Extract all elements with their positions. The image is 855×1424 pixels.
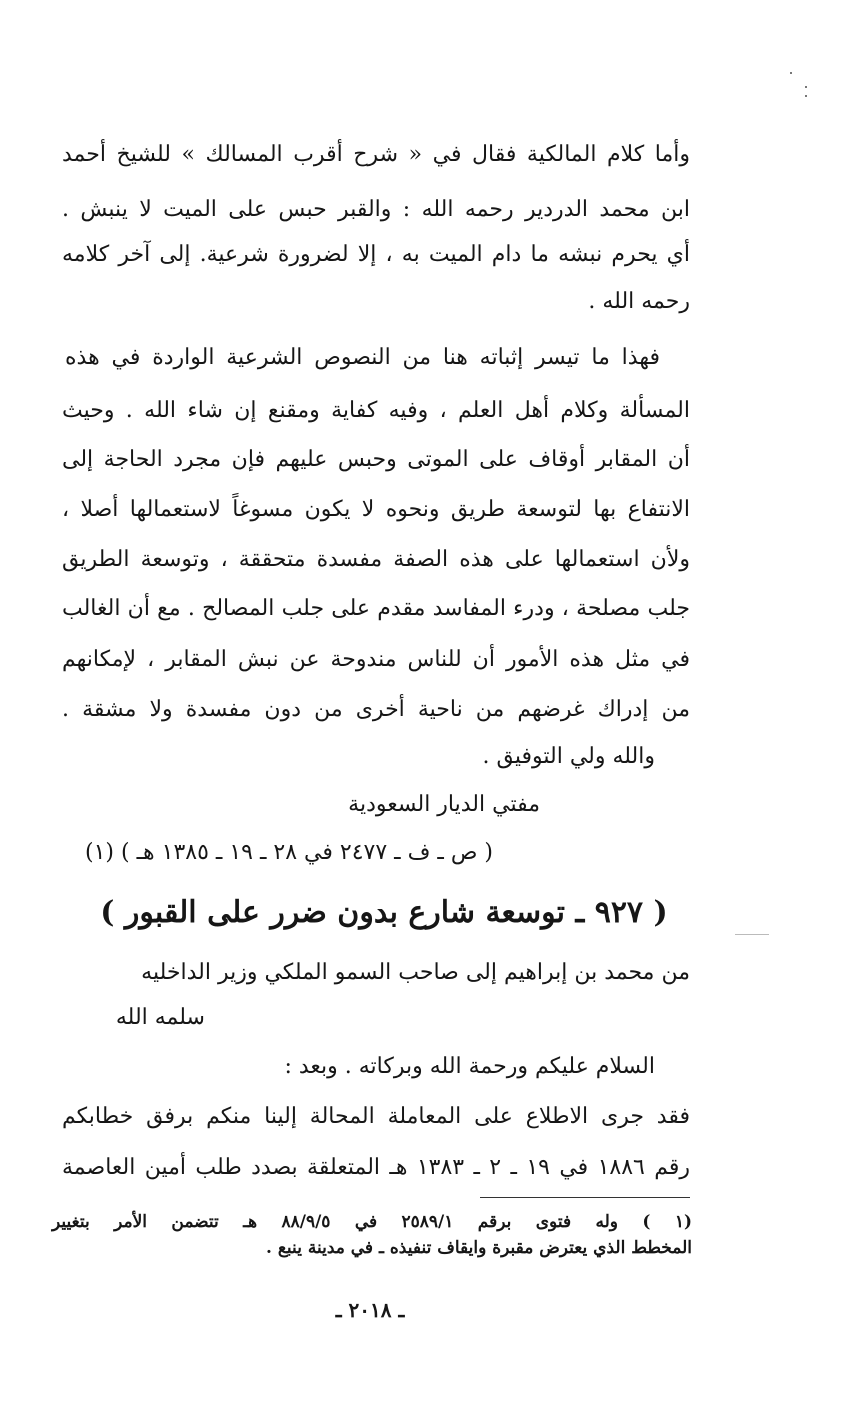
footnote-line: (١ ) وله فتوى برقم ٢٥٨٩/١ في ٨٨/٩/٥ هـ تتضمن الأمر بتغيير — [52, 1212, 692, 1232]
text-line: أي يحرم نبشه ما دام الميت به ، إلا لضرورة شرعية. إلى آخر كلامه — [62, 242, 690, 267]
text-line: ولأن استعمالها على هذه الصفة مفسدة متحققة ، وتوسعة الطريق — [62, 547, 690, 572]
text-line: المسألة وكلام أهل العلم ، وفيه كفاية ومقنع إن شاء الله . وحيث — [62, 398, 690, 423]
scan-speck — [805, 86, 807, 88]
greeting-line: السلام عليكم ورحمة الله وبركاته . وبعد : — [284, 1054, 655, 1079]
footnote-line: المخطط الذي يعترض مقبرة وايقاف تنفيذه ـ في مدينة ينبع . — [266, 1238, 692, 1258]
address-line: من محمد بن إبراهيم إلى صاحب السمو الملكي وزير الداخليه — [141, 960, 690, 985]
text-line: رحمه الله . — [588, 289, 690, 314]
text-line: فقد جرى الاطلاع على المعاملة المحالة إلينا منكم برفق خطابكم — [62, 1104, 690, 1129]
page-number: ـ ٢٠١٨ ـ — [335, 1298, 405, 1322]
text-line: من إدراك غرضهم من ناحية أخرى من دون مفسدة ولا مشقة . — [62, 697, 690, 722]
text-line: فهذا ما تيسر إثباته هنا من النصوص الشرعية الواردة في هذه — [65, 345, 660, 370]
footnote-rule — [480, 1197, 690, 1198]
fatwa-reference: ( ص ـ ف ـ ٢٤٧٧ في ٢٨ ـ ١٩ ـ ١٣٨٥ هـ ) (١) — [85, 840, 493, 865]
fatwa-heading: ( ٩٢٧ ـ توسعة شارع بدون ضرر على القبور ) — [100, 895, 668, 930]
text-line: أن المقابر أوقاف على الموتى وحبس عليهم فإن مجرد الحاجة إلى — [62, 447, 690, 472]
text-line: جلب مصلحة ، ودرء المفاسد مقدم على جلب المصالح . مع أن الغالب — [62, 596, 690, 621]
text-line: في مثل هذه الأمور أن للناس مندوحة عن نبش المقابر ، لإمكانهم — [62, 647, 690, 672]
text-line: الانتفاع بها لتوسعة طريق ونحوه لا يكون مسوغاً لاستعمالها أصلا ، — [62, 497, 690, 522]
signature-title: مفتي الديار السعودية — [348, 792, 540, 817]
scan-speck — [735, 934, 769, 935]
text-line: ابن محمد الدردير رحمه الله : والقبر حبس على الميت لا ينبش . — [62, 197, 690, 222]
text-line: رقم ١٨٨٦ في ١٩ ـ ٢ ـ ١٣٨٣ هـ المتعلقة بصدد طلب أمين العاصمة — [62, 1155, 690, 1180]
text-line: وأما كلام المالكية فقال في « شرح أقرب المسالك » للشيخ أحمد — [62, 142, 690, 167]
scan-speck — [790, 72, 792, 74]
scan-speck — [805, 95, 807, 97]
closing-line: والله ولي التوفيق . — [482, 744, 655, 769]
address-blessing: سلمه الله — [115, 1005, 205, 1030]
